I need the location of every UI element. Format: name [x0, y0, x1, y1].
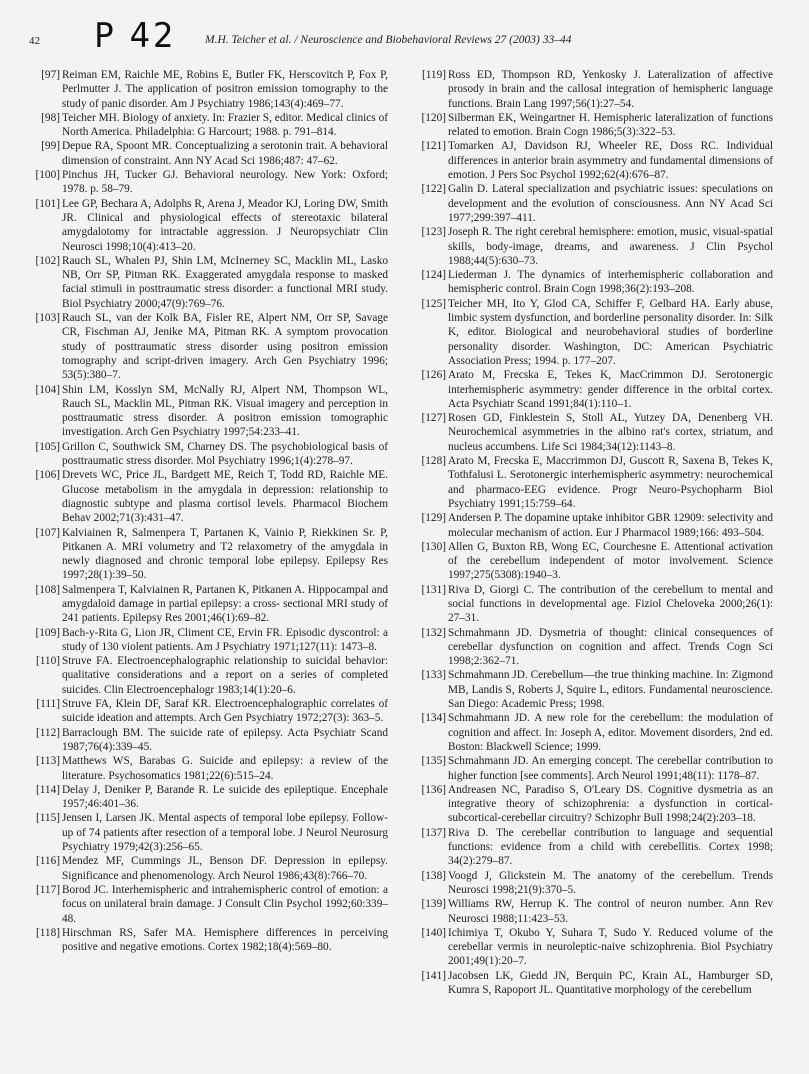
reference-text: Matthews WS, Barabas G. Suicide and epilepsy: a review of the literature. Psychosomatics 1981;22(6):515–24. [62, 755, 388, 782]
reference-text: Arato M, Frecska E, Tekes K, MacCrimmon DJ. Serotonergic interhemispheric asymmetry: gender difference in the orbital cortex. Acta Psychiatr Scand 1991;84(1):110–1. [448, 369, 773, 410]
reference-entry [32, 854, 388, 883]
reference-entry [418, 540, 773, 583]
reference-text: Hirschman RS, Safer MA. Hemisphere differences in perceiving positive and negative emotions. Cortex 1982;18(4):569–80. [62, 926, 388, 954]
reference-number: [133] [421, 669, 446, 682]
reference-number: [114] [35, 783, 60, 796]
reference-text: Pinchus JH, Tucker GJ. Behavioral neurology. New York: Oxford; 1978. p. 58–79. [62, 169, 388, 196]
reference-text: Grillon C, Southwick SM, Charney DS. The psychobiological basis of posttraumatic stress disorder. Mol Psychiatry 1996;1(4):278–97. [62, 440, 388, 468]
reference-number: [138] [421, 869, 446, 882]
reference-number: [137] [421, 826, 446, 839]
page-number: 42 [29, 35, 40, 47]
reference-number: [115] [35, 812, 60, 825]
reference-number: [100] [35, 169, 60, 182]
reference-entry [32, 139, 388, 168]
reference-number: [136] [421, 783, 446, 796]
reference-entry [418, 926, 773, 969]
reference-entry [32, 654, 388, 697]
reference-text: Joseph R. The right cerebral hemisphere: emotion, music, visual-spatial skills, body-image, dreams, and awareness. J Clin Psychol 1988;44(5):630–73. [448, 226, 773, 267]
reference-text: Ross ED, Thompson RD, Yenkosky J. Lateralization of affective prosody in brain and the callosal integration of hemispheric language functions. Brain Lang 1997;56(1):27–54. [448, 69, 773, 110]
reference-number: [139] [421, 898, 446, 911]
reference-number: [127] [421, 412, 446, 425]
reference-number: [122] [421, 183, 446, 196]
reference-text: Ichimiya T, Okubo Y, Suhara T, Sudo Y. Reduced volume of the cerebellar vermis in neuroleptic-naive schizophrenia. Biol Psychiatry 2001;49(1):20–7. [448, 926, 773, 968]
reference-entry [32, 468, 388, 525]
reference-number: [106] [35, 469, 60, 482]
reference-text: Williams RW, Herrup K. The control of neuron number. Ann Rev Neurosci 1988;11:423–53. [448, 898, 773, 925]
reference-entry [418, 711, 773, 754]
reference-text: Schmahmann JD. Cerebellum—the true thinking machine. In: Zigmond MB, Landis S, Roberts J, Squire L, editors. Fundamental neuroscience. San Diego: Academic Press; 1998. [448, 669, 773, 711]
reference-text: Drevets WC, Price JL, Bardgett ME, Reich T, Todd RD, Raichle ME. Glucose metabolism in the amygdala in depression: relationship to diagnostic subtype and plasma cortisol levels. Pharmacol Biochem Behav 2002;71(3):431–47. [62, 469, 388, 525]
reference-text: Mendez MF, Cummings JL, Benson DF. Depression in epilepsy. Significance and phenomenology. Arch Neurol 1986;43(8):766–70. [62, 855, 388, 882]
reference-number: [104] [35, 383, 60, 396]
reference-text: Barraclough BM. The suicide rate of epilepsy. Acta Psychiatr Scand 1987;76(4):339–45. [62, 726, 388, 753]
reference-entry [418, 225, 773, 268]
reference-number: [111] [36, 698, 60, 711]
reference-number: [109] [35, 626, 60, 639]
reference-entry [32, 583, 388, 626]
reference-text: Allen G, Buxton RB, Wong EC, Courchesne E. Attentional activation of the cerebellum independent of motor involvement. Science 1997;275(5308):1940–3. [448, 540, 773, 582]
reference-text: Arato M, Frecska E, Maccrimmon DJ, Guscott R, Saxena B, Tekes K, Tothfalusi L. Serotonergic interhemispheric asymmetry: neurochemical and pharmaco-EEG evidence. Progr Neuro-Psychopharm Biol Psychiatry 1991;15:759–64. [448, 455, 773, 510]
reference-entry [32, 526, 388, 583]
running-head: M.H. Teicher et al. / Neuroscience and Biobehavioral Reviews 27 (2003) 33–44 [205, 34, 572, 46]
reference-entry [32, 197, 388, 254]
reference-text: Tomarken AJ, Davidson RJ, Wheeler RE, Doss RC. Individual differences in anterior brain asymmetry and fundamental dimensions of emotion. J Pers Soc Psychol 1992;62(4):676–87. [448, 140, 773, 182]
reference-number: [125] [421, 297, 446, 310]
reference-entry [32, 783, 388, 812]
reference-number: [103] [35, 312, 60, 325]
reference-text: Delay J, Deniker P, Barande R. Le suicide des epileptique. Encephale 1957;46:401–36. [62, 783, 388, 811]
reference-entry [32, 697, 388, 726]
reference-entry [418, 454, 773, 511]
reference-number: [99] [41, 140, 60, 153]
reference-text: Andreasen NC, Paradiso S, O'Leary DS. Cognitive dysmetria as an integrative theory of schizophrenia: a dysfunction in cortical-subcortical-cerebellar circuitry? Schizophr Bull 1998;24(2):203–18. [448, 783, 773, 825]
reference-entry [32, 254, 388, 311]
reference-number: [105] [35, 440, 60, 453]
reference-number: [141] [421, 969, 446, 982]
reference-text: Galin D. Lateral specialization and psychiatric issues: speculations on development and the evolution of consciousness. Ann NY Acad Sci 1977;299:397–411. [448, 183, 773, 224]
reference-number: [140] [421, 926, 446, 939]
reference-number: [117] [35, 883, 60, 896]
reference-entry [418, 111, 773, 140]
reference-text: Rauch SL, van der Kolk BA, Fisler RE, Alpert NM, Orr SP, Savage CR, Fischman AJ, Jenike MA, Pitman RK. A symptom provocation study of posttraumatic stress disorder using positron emission tomography and script-driven imagery. Arch Gen Psychiatry 1996; 53(5):380–7. [62, 312, 388, 382]
reference-text: Schmahmann JD. A new role for the cerebellum: the modulation of cognition and affect. In: Joseph A, editor. Movement disorders, 2nd ed. Boston: Blackwell Science; 1999. [448, 712, 773, 753]
reference-text: Riva D. The cerebellar contribution to language and sequential functions: evidence from a child with cerebellitis. Cortex 1998; 34(2):279–87. [448, 826, 773, 868]
reference-entry [418, 668, 773, 711]
reference-text: Reiman EM, Raichle ME, Robins E, Butler FK, Herscovitch P, Fox P, Perlmutter J. The application of positron emission tomography to the study of panic disorder. Am J Psychiatry 1986;143(4):469–77. [62, 69, 388, 110]
reference-entry [418, 68, 773, 111]
reference-number: [128] [421, 455, 446, 468]
reference-entry [418, 268, 773, 297]
reference-entry [418, 411, 773, 454]
reference-number: [113] [35, 755, 60, 768]
reference-entry [418, 969, 773, 998]
reference-number: [126] [421, 369, 446, 382]
reference-number: [97] [41, 69, 60, 81]
references-column-right [418, 68, 773, 997]
reference-text: Schmahmann JD. An emerging concept. The cerebellar contribution to higher function [see comments]. Arch Neurol 1991;48(11): 1178–87. [448, 755, 773, 782]
reference-text: Depue RA, Spoont MR. Conceptualizing a serotonin trait. A behavioral dimension of constraint. Ann NY Acad Sci 1986;487: 47–62. [62, 140, 388, 167]
reference-entry [418, 826, 773, 869]
reference-number: [121] [421, 140, 446, 153]
reference-number: [124] [421, 269, 446, 282]
reference-number: [120] [421, 111, 446, 124]
reference-number: [132] [421, 626, 446, 639]
reference-number: [98] [41, 111, 60, 124]
reference-text: Borod JC. Interhemispheric and intrahemispheric control of emotion: a focus on unilateral brain damage. J Consult Clin Psychol 1992;60:339–48. [62, 883, 388, 925]
reference-entry [418, 869, 773, 898]
reference-entry [418, 626, 773, 669]
reference-entry [32, 926, 388, 955]
page-header [0, 16, 809, 62]
reference-number: [131] [421, 583, 446, 596]
reference-number: [123] [421, 226, 446, 239]
reference-entry [32, 383, 388, 440]
reference-text: Bach-y-Rita G, Lion JR, Climent CE, Ervin FR. Episodic dyscontrol: a study of 130 violent patients. Am J Psychiatry 1971;127(11): 1473–8. [62, 626, 388, 653]
reference-entry [32, 754, 388, 783]
handwritten-annotation: P 42 [94, 16, 177, 56]
reference-text: Jensen I, Larsen JK. Mental aspects of temporal lobe epilepsy. Follow-up of 74 patients after resection of a temporal lobe. J Neurol Neurosurg Psychiatry 1979;42(3):256–65. [62, 812, 388, 854]
reference-number: [112] [35, 726, 60, 739]
reference-number: [101] [35, 197, 60, 210]
reference-text: Rosen GD, Finklestein S, Stoll AL, Yutzey DA, Denenberg VH. Neurochemical asymmetries in the albino rat's cortex, striatum, and nucleus accumbens. Life Sci 1984;34(12):1143–8. [448, 412, 773, 453]
reference-text: Liederman J. The dynamics of interhemispheric collaboration and hemispheric control. Brain Cogn 1998;36(2):193–208. [448, 269, 773, 296]
reference-entry [32, 811, 388, 854]
reference-entry [418, 783, 773, 826]
reference-entry [418, 754, 773, 783]
reference-number: [130] [421, 540, 446, 553]
reference-number: [129] [421, 512, 446, 525]
reference-entry [32, 68, 388, 111]
reference-text: Teicher MH, Ito Y, Glod CA, Schiffer F, Gelbard HA. Early abuse, limbic system dysfunction, and borderline personality disorder. In: Silk K, editor. Biological and neurobehavioral studies of borderline personality disorder. Washington, DC: American Psychiatric Association Press; 1994. p. 177–207. [448, 297, 773, 367]
reference-number: [108] [35, 583, 60, 596]
reference-number: [134] [421, 712, 446, 725]
reference-text: Andersen P. The dopamine uptake inhibitor GBR 12909: selectivity and molecular mechanism of action. Eur J Pharmacol 1989;166: 493–504. [448, 512, 773, 539]
reference-entry [32, 626, 388, 655]
reference-entry [32, 440, 388, 469]
reference-text: Struve FA, Klein DF, Saraf KR. Electroencephalographic correlates of suicide ideation and attempts. Arch Gen Psychiatry 1972;27(3): 363–5. [62, 698, 388, 725]
reference-entry [32, 311, 388, 382]
reference-text: Rauch SL, Whalen PJ, Shin LM, McInerney SC, Macklin ML, Lasko NB, Orr SP, Pitman RK. Exaggerated amygdala response to masked facial stimuli in posttraumatic stress disorder: a functional MRI study. Biol Psychiatry 2000;47(9):769–76. [62, 254, 388, 310]
reference-number: [135] [421, 755, 446, 768]
reference-text: Jacobsen LK, Giedd JN, Berquin PC, Krain AL, Hamburger SD, Kumra S, Rapoport JL. Quantitative morphology of the cerebellum [448, 969, 773, 996]
reference-entry [32, 726, 388, 755]
reference-number: [118] [35, 926, 60, 939]
reference-text: Silberman EK, Weingartner H. Hemispheric lateralization of functions related to emotion. Brain Cogn 1986;5(3):322–53. [448, 111, 773, 139]
reference-entry [32, 111, 388, 140]
reference-text: Schmahmann JD. Dysmetria of thought: clinical consequences of cerebellar dysfunction on cognition and affect. Trends Cogn Sci 1998;2:362–71. [448, 626, 773, 668]
reference-text: Teicher MH. Biology of anxiety. In: Frazier S, editor. Medical clinics of North America. Philadelphia: G Harcourt; 1988. p. 791–814. [62, 111, 388, 139]
reference-entry [32, 168, 388, 197]
reference-entry [418, 368, 773, 411]
reference-text: Kalviainen R, Salmenpera T, Partanen K, Vainio P, Riekkinen Sr. P, Pitkanen A. MRI volumetry and T2 relaxometry of the amygdala in newly diagnosed and chronic temporal lobe epilepsy. Epilepsy Res 1997;28(1):39–50. [62, 526, 388, 582]
reference-number: [102] [35, 254, 60, 267]
reference-number: [107] [35, 526, 60, 539]
reference-entry [418, 182, 773, 225]
reference-text: Lee GP, Bechara A, Adolphs R, Arena J, Meador KJ, Loring DW, Smith JR. Clinical and physiological effects of stereotaxic bilateral amygdalotomy for intractable aggression. J Neuropsychiatr Clin Neurosci 1998;10(4):413–20. [62, 197, 388, 253]
reference-entry [418, 583, 773, 626]
reference-text: Salmenpera T, Kalviainen R, Partanen K, Pitkanen A. Hippocampal and amygdaloid damage in partial epilepsy: a cross- sectional MRI study of 241 patients. Epilepsy Res 2001;46(1):69–82. [62, 583, 388, 625]
reference-text: Riva D, Giorgi C. The contribution of the cerebellum to mental and social functions in developmental age. Fiziol Cheloveka 2000;26(1): 27–31. [448, 583, 773, 625]
reference-text: Shin LM, Kosslyn SM, McNally RJ, Alpert NM, Thompson WL, Rauch SL, Macklin ML, Pitman RK. Visual imagery and perception in posttraumatic stress disorder. A positron emission tomographic investigation. Arch Gen Psychiatry 1997;54:233–41. [62, 383, 388, 439]
reference-text: Voogd J, Glickstein M. The anatomy of the cerebellum. Trends Neurosci 1998;21(9):370–5. [448, 869, 773, 896]
reference-number: [116] [35, 855, 60, 868]
reference-entry [418, 297, 773, 368]
reference-number: [110] [35, 655, 60, 668]
references-column-left [32, 68, 388, 954]
reference-entry [418, 139, 773, 182]
reference-text: Struve FA. Electroencephalographic relationship to suicidal behavior: qualitative considerations and a report on a series of completed suicides. Clin Electroencephalogr 1983;14(1):20–6. [62, 655, 388, 696]
reference-entry [418, 511, 773, 540]
reference-entry [32, 883, 388, 926]
reference-number: [119] [421, 69, 446, 81]
reference-entry [418, 897, 773, 926]
